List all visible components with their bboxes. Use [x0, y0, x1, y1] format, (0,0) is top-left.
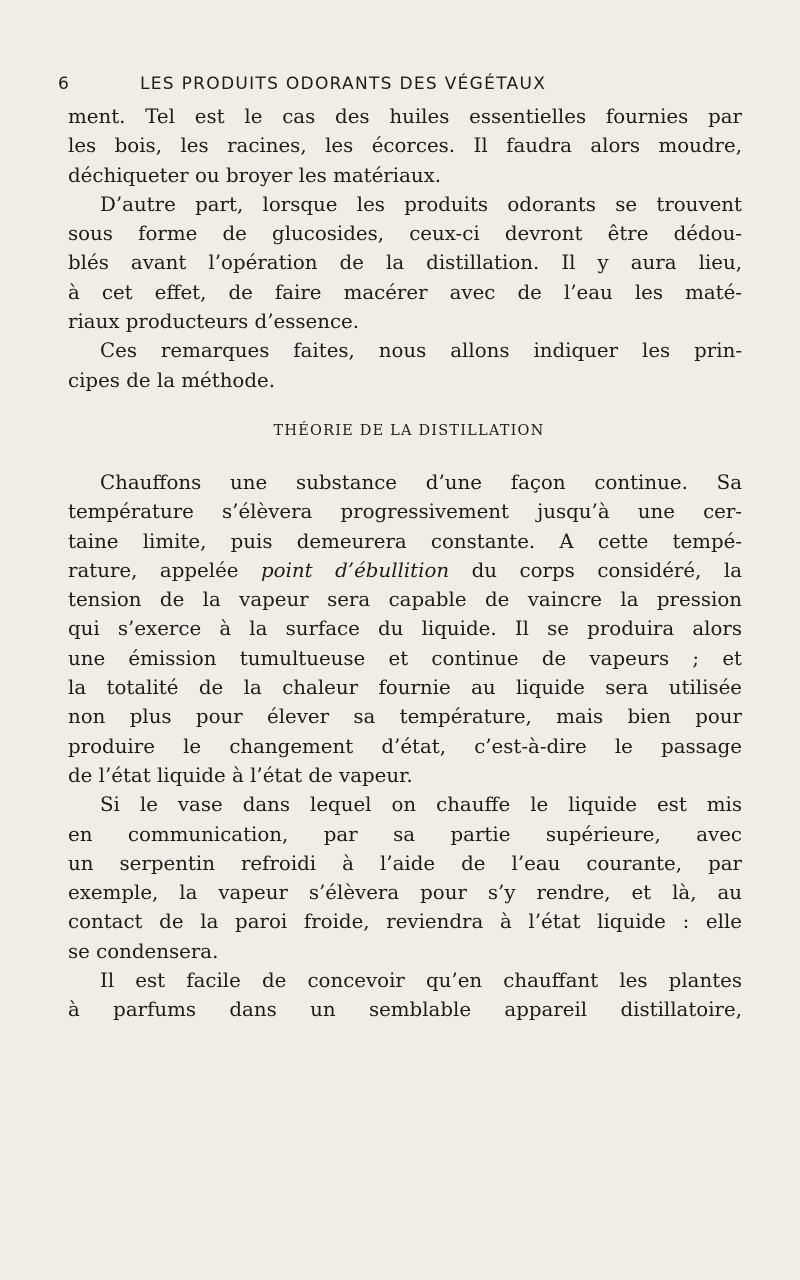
- text-line: température s’élèvera progressivement jusqu’à une cer-: [68, 500, 742, 524]
- body-text: [68, 102, 742, 1025]
- page-number: 6: [58, 74, 70, 94]
- text-segment: rature, appelée: [68, 558, 262, 582]
- italic-term: point d’ébullition: [261, 558, 450, 582]
- text-line: produire le changement d’état, c’est-à-dire le passage: [68, 734, 742, 758]
- text-line: déchiqueter ou broyer les matériaux.: [68, 163, 442, 187]
- text-line: Il est facile de concevoir qu’en chauffant les plantes: [100, 969, 742, 993]
- text-line: riaux producteurs d’essence.: [68, 310, 360, 334]
- text-line: un serpentin refroidi à l’aide de l’eau courante, par: [68, 851, 742, 875]
- text-line: qui s’exerce à la surface du liquide. Il se produira alors: [68, 617, 742, 641]
- text-line: les bois, les racines, les écorces. Il faudra alors moudre,: [68, 134, 742, 158]
- running-title: LES PRODUITS ODORANTS DES VÉGÉTAUX: [140, 74, 547, 94]
- text-line: contact de la paroi froide, reviendra à l’état liquide : elle: [68, 910, 742, 934]
- text-line: se condensera.: [68, 939, 219, 963]
- text-line: de l’état liquide à l’état de vapeur.: [68, 763, 413, 787]
- text-line: ment. Tel est le cas des huiles essentielles fournies par: [68, 105, 742, 128]
- text-segment: du corps considéré, la: [449, 558, 742, 582]
- text-line: à parfums dans un semblable appareil distillatoire,: [68, 998, 742, 1022]
- text-line: la totalité de la chaleur fournie au liquide sera utilisée: [68, 676, 742, 700]
- section-heading: THÉORIE DE LA DISTILLATION: [273, 422, 545, 439]
- text-line: Chauffons une substance d’une façon continue. Sa: [100, 470, 742, 494]
- text-line: tension de la vapeur sera capable de vaincre la pression: [68, 588, 742, 612]
- text-line: exemple, la vapeur s’élèvera pour s’y rendre, et là, au: [68, 881, 742, 905]
- text-line: blés avant l’opération de la distillation. Il y aura lieu,: [68, 251, 742, 275]
- text-line: cipes de la méthode.: [68, 368, 275, 392]
- text-line-with-emphasis: [68, 556, 742, 585]
- text-line: D’autre part, lorsque les produits odorants se trouvent: [100, 192, 742, 216]
- text-line: Ces remarques faites, nous allons indiquer les prin-: [100, 339, 742, 363]
- text-line: à cet effet, de faire macérer avec de l’eau les maté-: [68, 280, 742, 304]
- text-line: taine limite, puis demeurera constante. A cette tempé-: [68, 529, 742, 553]
- text-line: sous forme de glucosides, ceux-ci devront être dédou-: [68, 222, 742, 246]
- text-line: une émission tumultueuse et continue de vapeurs ; et: [68, 646, 742, 670]
- text-line: en communication, par sa partie supérieure, avec: [68, 822, 742, 846]
- text-line: non plus pour élever sa température, mais bien pour: [68, 705, 742, 729]
- text-line: Si le vase dans lequel on chauffe le liquide est mis: [100, 793, 742, 817]
